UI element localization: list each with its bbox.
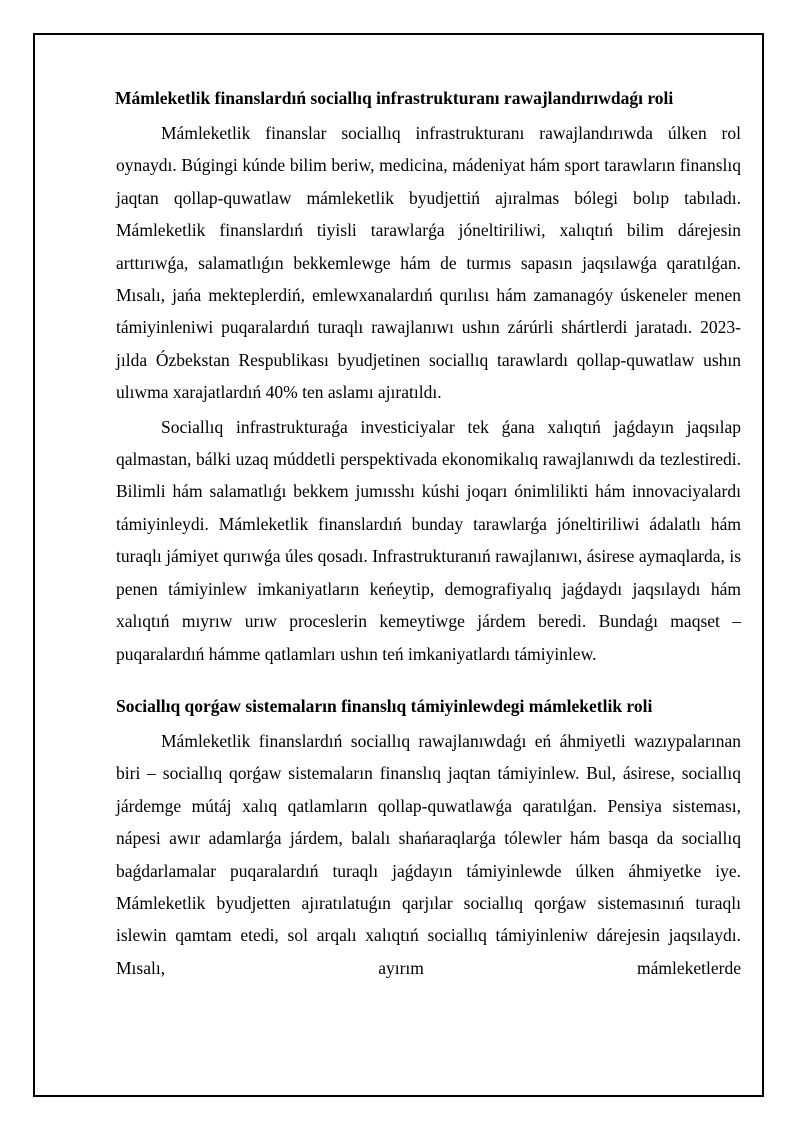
document-body (116, 82, 741, 984)
section-heading: Sociallıq qorǵaw sistemaların finanslıq támiyinlewdegi mámleketlik roli (116, 695, 653, 716)
section-heading: Mámleketlik finanslardıń sociallıq infrastrukturanı rawajlandırıwdaǵı roli (115, 88, 674, 108)
section-2 (116, 690, 741, 984)
paragraph: Mámleketlik finanslardıń sociallıq rawajlanıwdaǵı eń áhmiyetli wazıypalarınan biri – sociallıq qorǵaw sistemaların finanslıq jaqtan támiyinlew. Bul, ásirese, sociallıq járdemge mútáj xalıq qatlamların qollap-quwatlawǵa qaratılǵan. Pensiya sisteması, nápesi awır adamlarǵa járdem, balalı shańaraqlarǵa tólewler hám basqa da sociallıq baǵdarlamalar puqaralardıń turaqlı jaǵdayın támiyinlewde úlken áhmiyetke iye. Mámleketlik byudjetten ajıratılatuǵın qarjılar sociallıq qorǵaw sistemasınıń turaqlı islewin qamtam etedi, sol arqalı xalıqtıń sociallıq támiyinleniw dárejesin jaqsılaydı. Mısalı, ayırım mámleketlerde (116, 730, 741, 978)
paragraph: Sociallıq infrastrukturaǵa investiciyalar tek ǵana xalıqtıń jaǵdayın jaqsılap qalmastan, bálki uzaq múddetli perspektivada ekonomikalıq rawajlanıwdı da tezlestiredi. Bilimli hám salamatlıǵı bekkem jumısshı kúshi joqarı ónimlilikti hám innovaciyalardı támiyinleydi. Mámleketlik finanslardıń bunday tarawlarǵa jóneltiriliwi ádalatlı hám turaqlı jámiyet qurıwǵa úles qosadı. Infrastrukturanıń rawajlanıwı, ásirese aymaqlarda, is penen támiyinlew imkaniyatların keńeytip, demografiyalıq jaǵdaydı jaqsılaydı hám xalıqtıń mıyrıw urıw proceslerin kemeytiwge járdem beredi. Bundaǵı maqset – puqaralardıń hámme qatlamları ushın teń imkaniyatlardı támiyinlew. (116, 416, 741, 664)
section-1 (116, 82, 741, 670)
paragraph: Mámleketlik finanslar sociallıq infrastrukturanı rawajlandırıwda úlken rol oynaydı. Búgingi kúnde bilim beriw, medicina, mádeniyat hám sport tarawların finanslıq jaqtan qollap-quwatlaw mámleketlik byudjettiń ajıralmas bólegi bolıp tabıladı. Mámleketlik finanslardıń tiyisli tarawlarǵa jóneltiriliwi, xalıqtıń bilim dárejesin arttırıwǵa, salamatlıǵın bekkemlewge hám de turmıs sapasın jaqsılawǵa qaratılǵan. Mısalı, jańa mekteplerdiń, emlewxanalardıń qurılısı hám zamanagóy úskeneler menen támiyinleniwi puqaralardıń turaqlı rawajlanıwı ushın zárúrli shártlerdi jaratadı. 2023-jılda Ózbekstan Respublikası byudjetinen sociallıq tarawlardı qollap-quwatlaw ushın ulıwma xarajatlardıń 40% ten aslamı ajıratıldı. (116, 123, 741, 403)
